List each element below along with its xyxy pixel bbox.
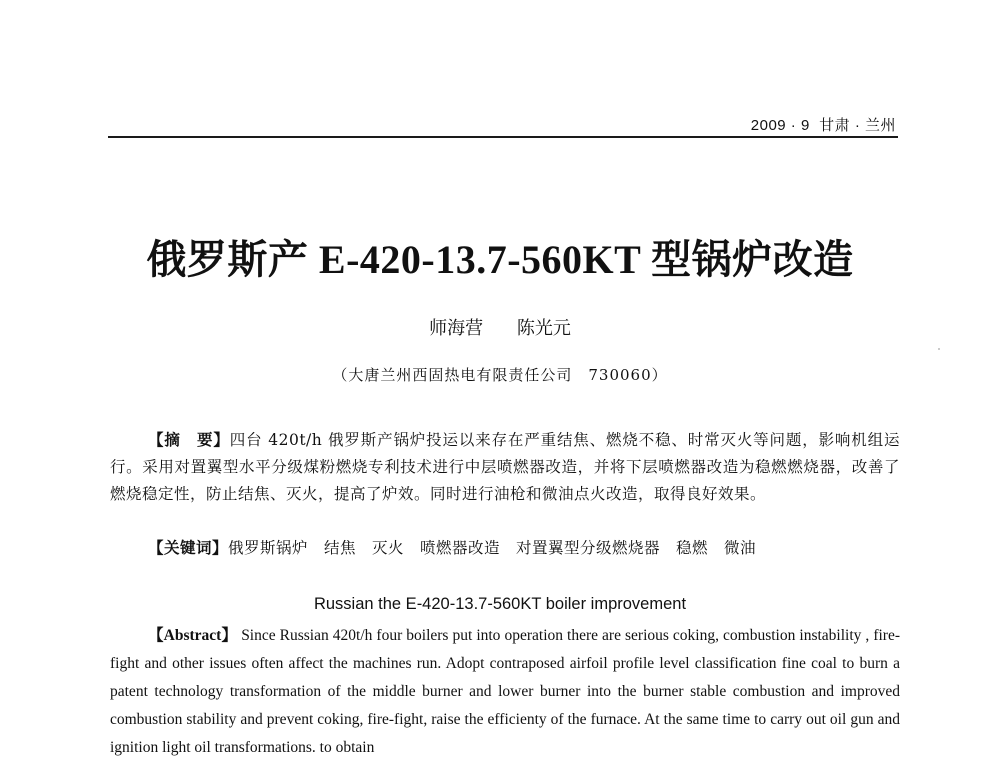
keywords-label: 【关键词】 — [148, 538, 229, 557]
abstract-text: 四台 420t/h 俄罗斯产锅炉投运以来存在严重结焦、燃烧不稳、时常灭火等问题，影响机组运行。采用对置翼型水平分级煤粉燃烧专利技术进行中层喷燃器改造，并将下层喷燃器改造为稳燃燃烧器，改善了燃烧稳定性，防止结焦、灭火，提高了炉效。同时进行油枪和微油点火改造，取得良好效果。 — [110, 431, 900, 503]
english-title: Russian the E-420-13.7-560KT boiler improvement — [313, 595, 687, 613]
abstract-label: 【摘 要】 — [148, 430, 230, 449]
abstract-en-text: Since Russian 420t/h four boilers put into operation there are serious coking, combustion instability , fire-fight and other issues often affect the machines run. Adopt contraposed airfoil profile level classification fine coal to burn a patent technology transformation of the middle burner and lower burner into the burner stable combustion and improved combustion stability and prevent coking, fire-fight, raise the efficienty of the furnace. At the same time to carry out oil gun and ignition light oil transformations. to obtain — [110, 627, 900, 756]
scan-speck — [938, 348, 940, 350]
author-name: 师海营 — [429, 318, 484, 339]
affiliation: （大唐兰州西固热电有限责任公司 730060） — [332, 366, 668, 384]
abstract-english — [110, 622, 900, 762]
abstract-en-label: 【Abstract】 — [148, 627, 238, 644]
journal-header — [751, 114, 896, 135]
header-rule — [108, 136, 898, 138]
abstract-chinese — [110, 426, 900, 508]
author-list — [0, 314, 1000, 340]
issue-date: 2009 · 9 — [750, 117, 810, 134]
keywords — [148, 536, 898, 558]
keywords-text: 俄罗斯锅炉 结焦 灭火 喷燃器改造 对置翼型分级燃烧器 稳燃 微油 — [228, 539, 757, 557]
author-name: 陈光元 — [516, 318, 571, 339]
conference-location: 甘肃 · 兰州 — [819, 117, 896, 134]
paper-title: 俄罗斯产 E-420-13.7-560KT 型锅炉改造 — [146, 237, 854, 282]
